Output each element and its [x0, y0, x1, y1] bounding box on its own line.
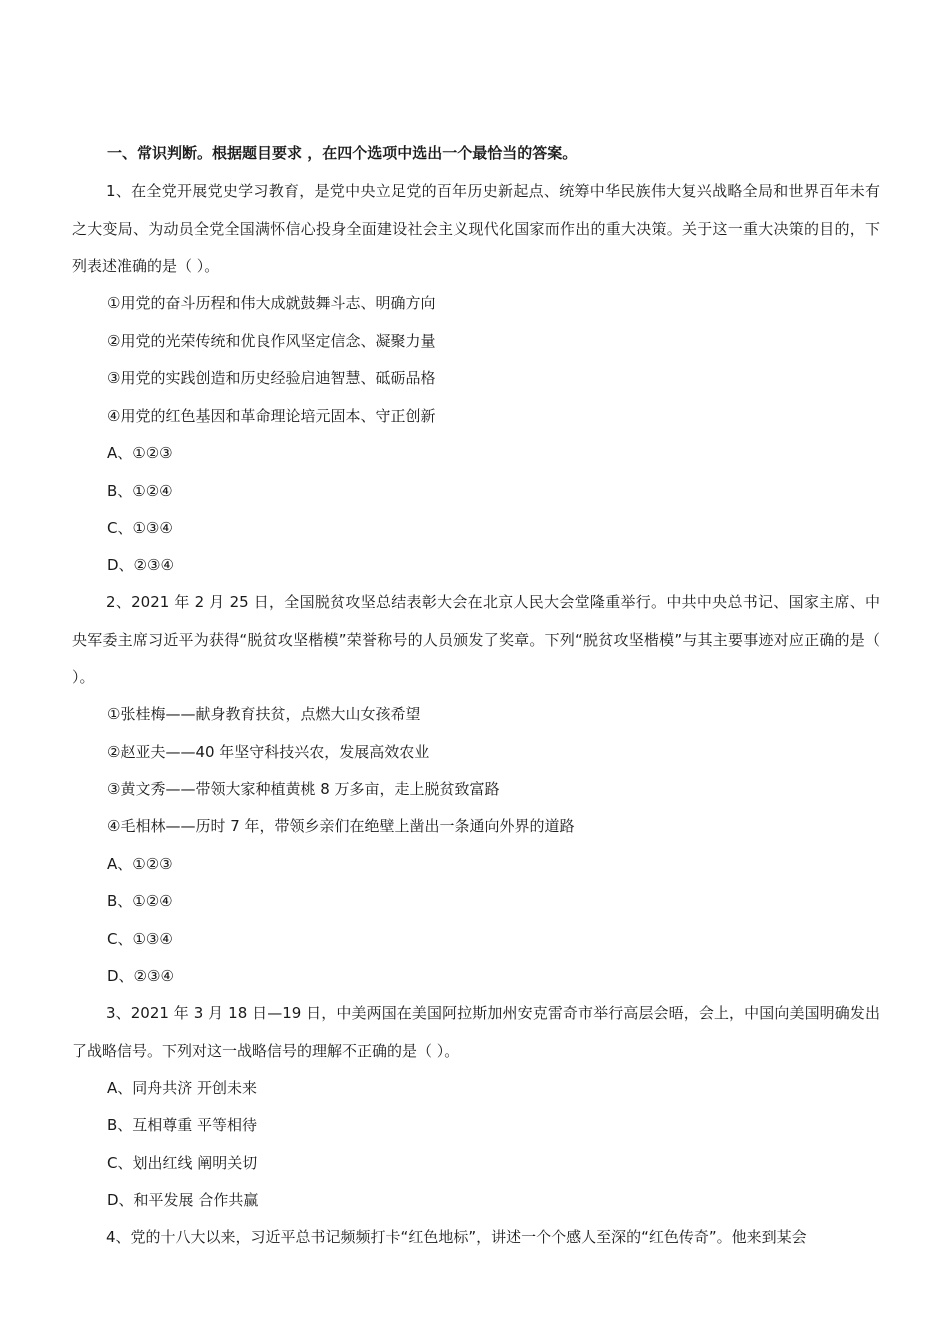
question-2-option-b: B、①②④ [107, 892, 173, 910]
question-2-statement-4: ④毛相林——历时 7 年，带领乡亲们在绝壁上凿出一条通向外界的道路 [107, 817, 575, 835]
question-1-statement-1: ①用党的奋斗历程和伟大成就鼓舞斗志、明确方向 [107, 294, 436, 312]
question-3-option-b: B、互相尊重 平等相待 [107, 1116, 258, 1134]
question-1-option-d: D、②③④ [107, 556, 174, 574]
question-2-statement-3: ③黄文秀——带领大家种植黄桃 8 万多亩，走上脱贫致富路 [107, 780, 500, 798]
question-1-stem: 1、在全党开展党史学习教育，是党中央立足党的百年历史新起点、统筹中华民族伟大复兴战略全局和世界百年未有之大变局、为动员全党全国满怀信心投身全面建设社会主义现代化国家而作出的重大决策。关于这一重大决策的目的，下列表述准确的是（ ）。 [72, 182, 880, 275]
question-2-option-a: A、①②③ [107, 855, 173, 873]
question-1-statement-2: ②用党的光荣传统和优良作风坚定信念、凝聚力量 [107, 332, 436, 350]
question-2-statement-2: ②赵亚夫——40 年坚守科技兴农，发展高效农业 [107, 743, 430, 761]
section-title: 一、常识判断。根据题目要求 ，在四个选项中选出一个最恰当的答案。 [107, 144, 578, 162]
question-3-option-a: A、同舟共济 开创未来 [107, 1079, 258, 1097]
question-4-stem: 4、党的十八大以来，习近平总书记频频打卡“红色地标”，讲述一个个感人至深的“红色传奇”。他来到某会 [106, 1228, 807, 1246]
question-3-stem: 3、2021 年 3 月 18 日—19 日，中美两国在美国阿拉斯加州安克雷奇市举行高层会晤，会上，中国向美国明确发出了战略信号。下列对这一战略信号的理解不正确的是（ ）。 [72, 1004, 880, 1060]
question-1-statement-4: ④用党的红色基因和革命理论培元固本、守正创新 [107, 407, 436, 425]
question-2-stem: 2、2021 年 2 月 25 日，全国脱贫攻坚总结表彰大会在北京人民大会堂隆重举行。中共中央总书记、国家主席、中央军委主席习近平为获得“脱贫攻坚楷模”荣誉称号的人员颁发了奖章。下列“脱贫攻坚楷模”与其主要事迹对应正确的是（ ）。 [72, 593, 880, 686]
question-2-option-d: D、②③④ [107, 967, 174, 985]
question-1-option-c: C、①③④ [107, 519, 173, 537]
question-2-option-c: C、①③④ [107, 930, 173, 948]
question-3-option-d: D、和平发展 合作共赢 [107, 1191, 259, 1209]
question-1-option-a: A、①②③ [107, 444, 173, 462]
question-3-option-c: C、划出红线 阐明关切 [107, 1154, 258, 1172]
question-1-option-b: B、①②④ [107, 482, 173, 500]
question-2-statement-1: ①张桂梅——献身教育扶贫，点燃大山女孩希望 [107, 705, 421, 723]
question-1-statement-3: ③用党的实践创造和历史经验启迪智慧、砥砺品格 [107, 369, 436, 387]
